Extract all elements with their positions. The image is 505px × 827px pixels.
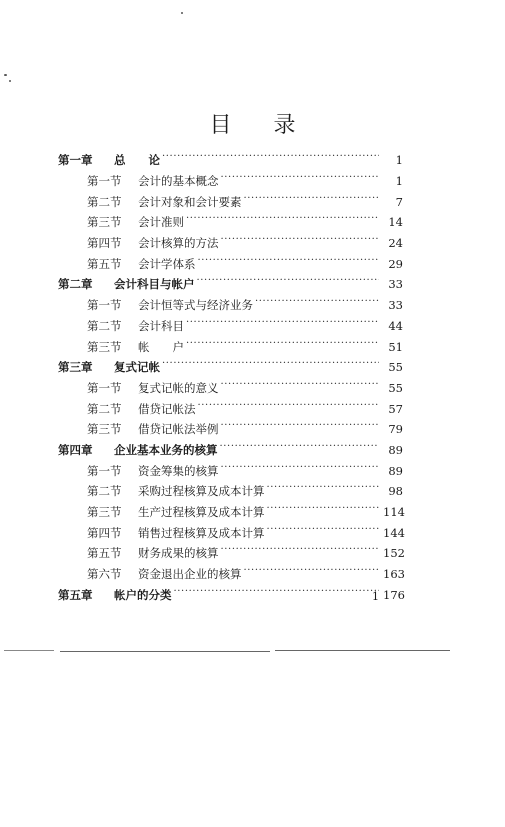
dot-leader [267, 506, 380, 518]
toc-entry-title: 会计对象和会计要素 [138, 194, 242, 209]
toc-page-number: 89 [388, 442, 403, 457]
toc-section-row [58, 336, 403, 357]
toc-entry-title: 资金退出企业的核算 [138, 567, 242, 582]
title-char-1: 目 [209, 113, 232, 138]
toc-section-row [58, 191, 403, 212]
dot-leader [162, 154, 379, 166]
toc-page-number: 98 [388, 484, 403, 499]
toc-entry-label: 第三节 [87, 505, 122, 520]
toc-entry-title: 复式记帐 [114, 360, 160, 375]
toc-page-number: 57 [388, 401, 403, 416]
dot-leader [244, 196, 380, 208]
toc-entry-title: 销售过程核算及成本计算 [138, 525, 265, 540]
scan-speck [181, 12, 183, 14]
toc-page-number: 163 [383, 567, 405, 582]
dot-leader [221, 465, 380, 477]
toc-entry-label: 第三节 [87, 422, 122, 437]
toc-page-number: 114 [383, 505, 405, 520]
toc-page-number: 14 [388, 215, 403, 230]
toc-entry-label: 第四节 [87, 525, 122, 540]
toc-entry-title: 会计准则 [138, 215, 184, 230]
toc-entry-title: 生产过程核算及成本计算 [138, 505, 265, 520]
toc-entry-label: 第一节 [87, 174, 122, 189]
dot-leader [197, 278, 380, 290]
toc-section-row [58, 522, 403, 543]
toc-entry-title: 会计的基本概念 [138, 174, 219, 189]
dot-leader [267, 485, 380, 497]
toc-entry-label: 第二节 [87, 194, 122, 209]
scan-line [275, 650, 450, 651]
toc-entry-label: 第一章 [58, 153, 93, 168]
toc-entry-title: 资金筹集的核算 [138, 463, 219, 478]
table-of-contents [58, 150, 403, 605]
toc-entry-label: 第一节 [87, 380, 122, 395]
dot-leader [198, 258, 380, 270]
toc-page-number: 7 [395, 194, 403, 209]
dot-leader [162, 361, 379, 373]
toc-entry-label: 第五节 [87, 256, 122, 271]
toc-entry-title: 会计科目与帐户 [114, 277, 195, 292]
dot-leader [221, 237, 380, 249]
toc-page-number: 176 [383, 587, 405, 602]
toc-page-number: 55 [388, 380, 403, 395]
dot-leader [221, 423, 380, 435]
toc-entry-title: 会计科目 [138, 318, 184, 333]
toc-entry-label: 第一节 [87, 298, 122, 313]
toc-section-row [58, 481, 403, 502]
toc-page-number: 24 [388, 236, 403, 251]
toc-chapter-row [58, 440, 403, 461]
toc-entry-title: 借贷记帐法 [138, 401, 196, 416]
dot-leader [221, 175, 380, 187]
toc-chapter-row [58, 357, 403, 378]
dot-leader [186, 320, 379, 332]
dot-leader [198, 403, 380, 415]
toc-entry-title: 会计学体系 [138, 256, 196, 271]
toc-page-number: 79 [388, 422, 403, 437]
toc-section-row [58, 419, 403, 440]
scan-speck [4, 74, 7, 76]
toc-page-number: 152 [383, 546, 405, 561]
toc-entry-title: 会计恒等式与经济业务 [138, 298, 253, 313]
toc-page-number: 33 [388, 298, 403, 313]
toc-entry-label: 第二章 [58, 277, 93, 292]
toc-entry-label: 第三节 [87, 215, 122, 230]
toc-entry-label: 第三章 [58, 360, 93, 375]
toc-entry-title: 财务成果的核算 [138, 546, 219, 561]
toc-section-row [58, 316, 403, 337]
toc-entry-title: 借贷记帐法举例 [138, 422, 219, 437]
toc-section-row [58, 295, 403, 316]
toc-section-row [58, 212, 403, 233]
toc-section-row [58, 502, 403, 523]
toc-entry-label: 第五节 [87, 546, 122, 561]
toc-page-number: 55 [388, 360, 403, 375]
toc-page-number: 33 [388, 277, 403, 292]
toc-chapter-row [58, 274, 403, 295]
toc-entry-title: 帐户的分类 [114, 587, 172, 602]
toc-section-row [58, 171, 403, 192]
toc-section-row [58, 378, 403, 399]
toc-entry-label: 第二节 [87, 484, 122, 499]
toc-entry-label: 第四节 [87, 236, 122, 251]
scan-line [60, 651, 270, 652]
toc-section-row [58, 564, 403, 585]
toc-entry-label: 第三节 [87, 339, 122, 354]
dot-leader [220, 444, 380, 456]
toc-page-number: 44 [388, 318, 403, 333]
dot-leader [255, 299, 379, 311]
toc-page-number: 1 [395, 174, 403, 189]
scan-line [4, 650, 54, 651]
toc-page-number: 29 [388, 256, 403, 271]
toc-entry-label: 第四章 [58, 442, 93, 457]
toc-entry-title: 会计核算的方法 [138, 236, 219, 251]
toc-page-number: 51 [388, 339, 403, 354]
toc-section-row [58, 233, 403, 254]
toc-entry-label: 第六节 [87, 567, 122, 582]
dot-leader [186, 341, 379, 353]
toc-entry-label: 第五章 [58, 587, 93, 602]
dot-leader [174, 589, 380, 601]
page-title [0, 108, 505, 139]
toc-section-row [58, 543, 403, 564]
toc-entry-title: 采购过程核算及成本计算 [138, 484, 265, 499]
page-number: 1 [372, 590, 379, 603]
dot-leader [267, 527, 380, 539]
toc-page-number: 144 [383, 525, 405, 540]
toc-chapter-row [58, 584, 403, 605]
toc-entry-title: 企业基本业务的核算 [114, 442, 218, 457]
toc-entry-label: 第二节 [87, 401, 122, 416]
toc-page-number: 89 [388, 463, 403, 478]
toc-chapter-row [58, 150, 403, 171]
dot-leader [221, 382, 380, 394]
toc-entry-label: 第一节 [87, 463, 122, 478]
toc-page-number: 1 [395, 153, 403, 168]
toc-entry-title: 总 论 [114, 153, 160, 168]
toc-section-row [58, 460, 403, 481]
toc-entry-title: 帐 户 [138, 339, 184, 354]
dot-leader [221, 547, 380, 559]
scan-speck [9, 80, 11, 82]
dot-leader [244, 568, 380, 580]
toc-entry-title: 复式记帐的意义 [138, 380, 219, 395]
toc-section-row [58, 253, 403, 274]
dot-leader [186, 216, 379, 228]
toc-section-row [58, 398, 403, 419]
toc-entry-label: 第二节 [87, 318, 122, 333]
title-char-2: 录 [273, 113, 296, 138]
